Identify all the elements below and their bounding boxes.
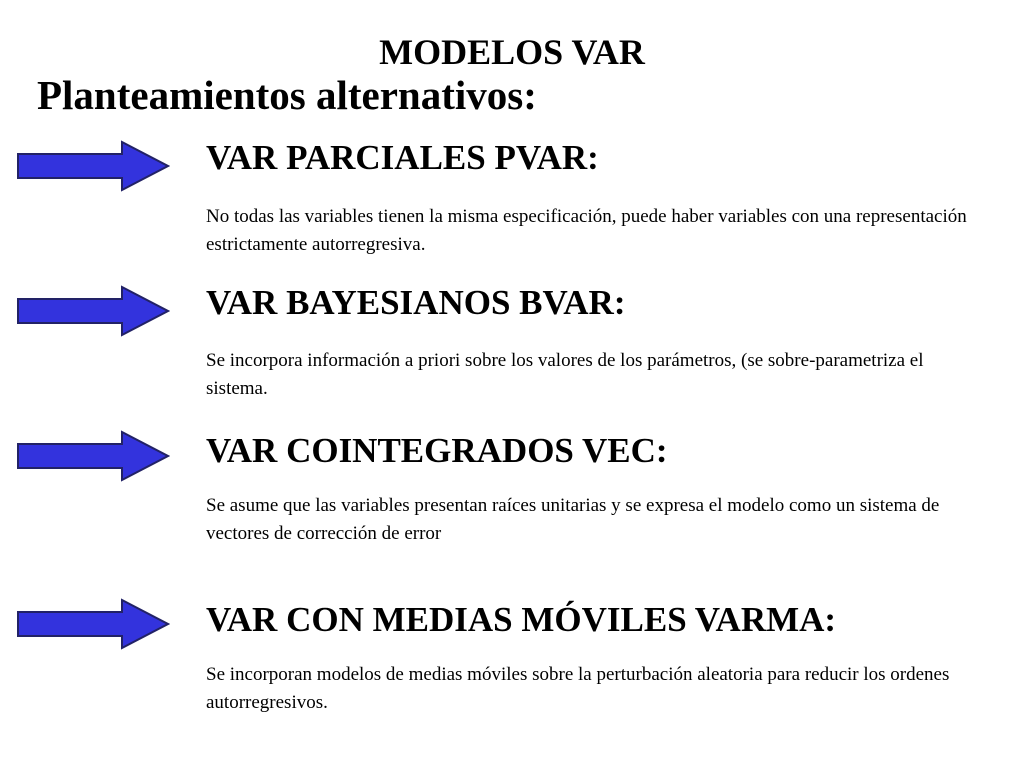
right-arrow-icon bbox=[16, 430, 170, 482]
slide-subtitle: Planteamientos alternativos: bbox=[37, 72, 537, 118]
right-arrow-icon bbox=[16, 285, 170, 337]
item-text-vec: Se asume que las variables presentan raíces unitarias y se expresa el modelo como un sistema de vectores de corrección de error bbox=[206, 495, 940, 544]
item-heading-pvar: VAR PARCIALES PVAR: bbox=[206, 138, 599, 177]
slide-title-text: MODELOS VAR bbox=[379, 32, 645, 72]
item-text-pvar: No todas las variables tienen la misma especificación, puede haber variables con una representación estrictamente autorregresiva. bbox=[206, 206, 967, 255]
slide-title bbox=[0, 30, 1024, 74]
item-heading-varma: VAR CON MEDIAS MÓVILES VARMA: bbox=[206, 600, 837, 639]
item-heading-vec: VAR COINTEGRADOS VEC: bbox=[206, 431, 668, 470]
item-heading-bvar: VAR BAYESIANOS BVAR: bbox=[206, 283, 626, 322]
item-text-bvar: Se incorpora información a priori sobre los valores de los parámetros, (se sobre-parametriza el sistema. bbox=[206, 350, 924, 399]
item-text-varma: Se incorporan modelos de medias móviles sobre la perturbación aleatoria para reducir los ordenes autorregresivos. bbox=[206, 664, 950, 713]
right-arrow-icon bbox=[16, 140, 170, 192]
right-arrow-icon bbox=[16, 598, 170, 650]
